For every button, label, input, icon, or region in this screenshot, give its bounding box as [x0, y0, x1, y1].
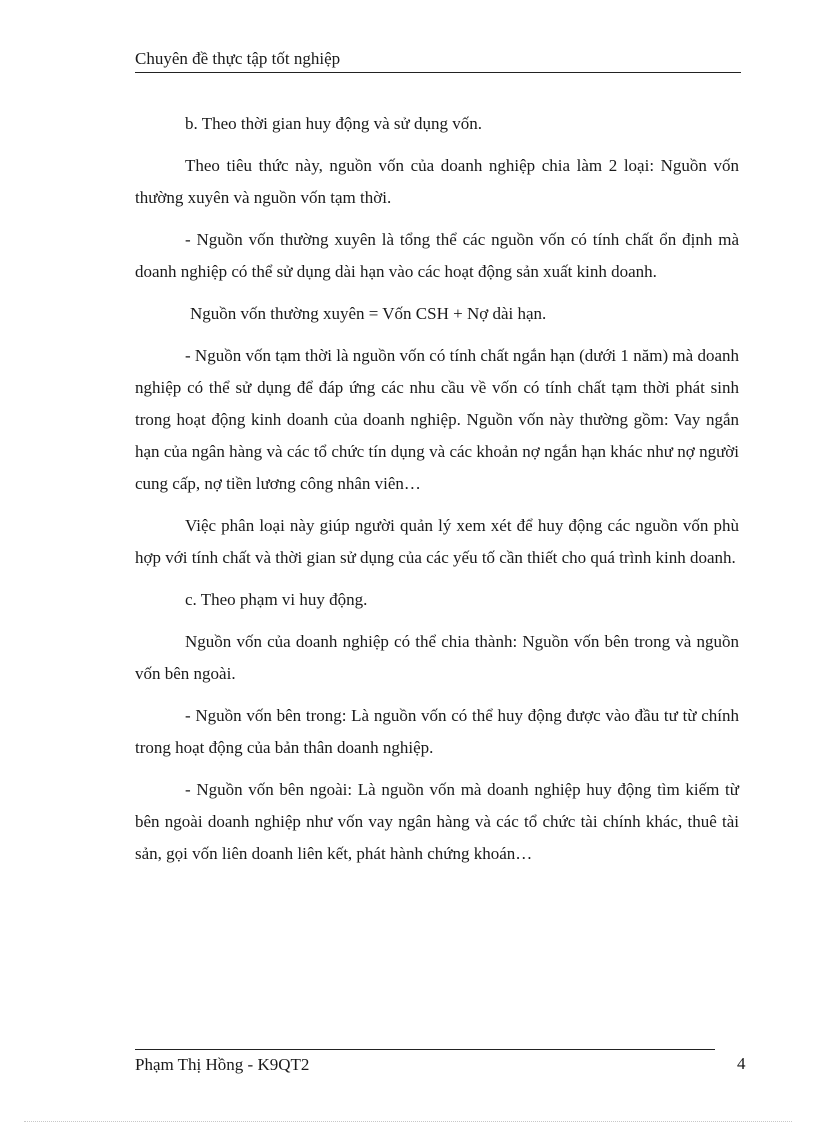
paragraph: - Nguồn vốn thường xuyên là tổng thể các nguồn vốn có tính chất ổn định mà doanh nghiệp có thể sử dụng dài hạn vào các hoạt động sản xuất kinh doanh. [135, 230, 739, 281]
section-heading-c: c. Theo phạm vi huy động. [185, 590, 368, 609]
footer-author: Phạm Thị Hồng - K9QT2 [135, 1055, 310, 1074]
page-bottom-dotted-line [24, 1121, 792, 1122]
page-number: 4 [737, 1054, 746, 1073]
footer-divider [135, 1049, 715, 1050]
formula-line: Nguồn vốn thường xuyên = Vốn CSH + Nợ dài hạn. [190, 304, 547, 323]
paragraph: Nguồn vốn của doanh nghiệp có thể chia thành: Nguồn vốn bên trong và nguồn vốn bên ngoài. [135, 632, 739, 683]
paragraph: - Nguồn vốn tạm thời là nguồn vốn có tính chất ngắn hạn (dưới 1 năm) mà doanh nghiệp có thể sử dụng để đáp ứng các nhu cầu về vốn có tính chất tạm thời phát sinh trong hoạt động kinh doanh của doanh nghiệp. Nguồn vốn này thường gồm: Vay ngắn hạn của ngân hàng và các tổ chức tín dụng và các khoản nợ ngắn hạn khác như nợ người cung cấp, nợ tiền lương công nhân viên… [135, 346, 739, 493]
paragraph: Theo tiêu thức này, nguồn vốn của doanh nghiệp chia làm 2 loại: Nguồn vốn thường xuyên và nguồn vốn tạm thời. [135, 156, 739, 207]
document-body [135, 108, 739, 880]
header-title: Chuyên đề thực tập tốt nghiệp [135, 49, 341, 68]
paragraph: Việc phân loại này giúp người quản lý xem xét để huy động các nguồn vốn phù hợp với tính chất và thời gian sử dụng của các yếu tố cần thiết cho quá trình kinh doanh. [135, 516, 739, 567]
paragraph: - Nguồn vốn bên trong: Là nguồn vốn có thể huy động được vào đầu tư từ chính trong hoạt động của bản thân doanh nghiệp. [135, 706, 739, 757]
paragraph: - Nguồn vốn bên ngoài: Là nguồn vốn mà doanh nghiệp huy động tìm kiếm từ bên ngoài doanh nghiệp như vốn vay ngân hàng và các tổ chức tài chính khác, thuê tài sản, gọi vốn liên doanh liên kết, phát hành chứng khoán… [135, 780, 739, 863]
section-heading-b: b. Theo thời gian huy động và sử dụng vốn. [185, 114, 482, 133]
page-header [135, 48, 741, 73]
